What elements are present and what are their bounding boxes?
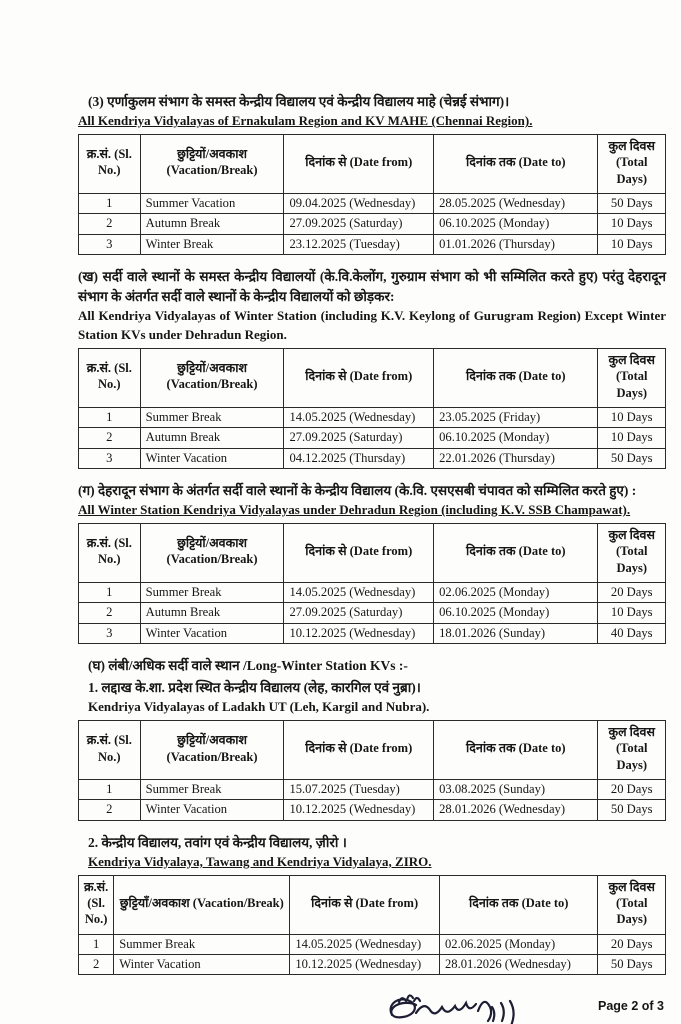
cell-date-to: 02.06.2025 (Monday) <box>439 934 597 954</box>
section-heading-hindi: (घ) लंबी/अधिक सर्दी वाले स्थान /Long-Winter Station KVs :- <box>88 657 408 673</box>
page-number-label: Page 2 of 3 <box>598 999 664 1014</box>
cell-total-days: 20 Days <box>598 934 666 954</box>
cell-date-from: 14.05.2025 (Wednesday) <box>284 407 434 427</box>
cell-date-from: 10.12.2025 (Wednesday) <box>284 800 434 820</box>
section-dehradun <box>78 481 666 644</box>
section-heading-english: All Winter Station Kendriya Vidyalayas under Dehradun Region (including K.V. SSB Champawat). <box>78 502 631 518</box>
cell-date-from: 04.12.2025 (Thursday) <box>284 448 434 468</box>
section-heading-hindi: (3) एर्णाकुलम संभाग के समस्त केन्द्रीय विद्यालय एवं केन्द्रीय विद्यालय माहे (चेन्नई संभाग)। <box>88 94 510 109</box>
section-long-winter-ladakh <box>78 656 666 821</box>
section-heading-hindi: (ग) देहरादून संभाग के अंतर्गत सर्दी वाले स्थानों के केन्द्रीय विद्यालय (के.वि. एसएसबी चंपावत को सम्मिलित करते हुए) : <box>78 482 637 498</box>
section-heading-hindi: (ख) सर्दी वाले स्थानों के समस्त केन्द्रीय विद्यालयों (के.वि.केलोंग, गुरुग्राम संभाग को भी सम्मिलित करते हुए) परंतु देहरादून संभाग के अंतर्गत सर्दी वाले स्थानों के केन्द्रीय विद्यालयों को छोड़कर: <box>78 268 666 305</box>
cell-vacation: Summer Break <box>140 582 284 602</box>
table-row <box>79 214 666 234</box>
table-row <box>79 779 666 799</box>
cell-sl-no: 3 <box>79 623 141 643</box>
signature-scribble-icon <box>383 989 568 1024</box>
cell-sl-no: 1 <box>79 582 141 602</box>
col-header-sl-no: क्र.सं. (Sl. No.) <box>79 349 141 408</box>
section-tawang-ziro <box>78 833 666 976</box>
table-row <box>79 623 666 643</box>
col-header-total-days: कुल दिवस (Total Days) <box>598 135 666 194</box>
col-header-vacation: छुट्टियों/अवकाश (Vacation/Break) <box>140 135 284 194</box>
table-header-row <box>79 875 666 934</box>
col-header-date-from: दिनांक से (Date from) <box>284 349 434 408</box>
cell-vacation: Summer Vacation <box>140 193 284 213</box>
cell-vacation: Winter Break <box>140 234 284 254</box>
col-header-total-days: कुल दिवस (Total Days) <box>598 349 666 408</box>
vacation-table-ernakulam <box>78 134 666 255</box>
cell-vacation: Autumn Break <box>140 603 284 623</box>
page-footer <box>78 987 666 1024</box>
cell-vacation: Winter Vacation <box>140 800 284 820</box>
cell-vacation: Summer Break <box>114 934 290 954</box>
vacation-table-winter-station <box>78 348 666 469</box>
col-header-date-to: दिनांक तक (Date to) <box>434 524 598 583</box>
cell-date-from: 10.12.2025 (Wednesday) <box>290 954 440 974</box>
cell-date-to: 03.08.2025 (Sunday) <box>434 779 598 799</box>
table-header-row <box>79 524 666 583</box>
table-header-row <box>79 349 666 408</box>
cell-total-days: 10 Days <box>598 407 666 427</box>
cell-sl-no: 1 <box>79 934 114 954</box>
table-row <box>79 934 666 954</box>
col-header-sl-no: क्र.सं. (Sl. No.) <box>79 721 141 780</box>
col-header-date-to: दिनांक तक (Date to) <box>434 349 598 408</box>
cell-sl-no: 1 <box>79 779 141 799</box>
cell-total-days: 10 Days <box>598 214 666 234</box>
cell-date-to: 06.10.2025 (Monday) <box>434 214 598 234</box>
cell-vacation: Autumn Break <box>140 214 284 234</box>
section-heading-english: All Kendriya Vidyalayas of Winter Station (including K.V. Keylong of Gurugram Region) Except Winter Station KVs under Dehradun Region. <box>78 308 666 343</box>
cell-total-days: 50 Days <box>598 954 666 974</box>
col-header-sl-no: क्र.सं. (Sl. No.) <box>79 524 141 583</box>
cell-total-days: 10 Days <box>598 234 666 254</box>
cell-date-to: 28.05.2025 (Wednesday) <box>434 193 598 213</box>
col-header-total-days: कुल दिवस (Total Days) <box>598 875 666 934</box>
cell-date-to: 06.10.2025 (Monday) <box>434 603 598 623</box>
cell-date-to: 23.05.2025 (Friday) <box>434 407 598 427</box>
vacation-table-dehradun <box>78 523 666 644</box>
cell-total-days: 50 Days <box>598 193 666 213</box>
section-winter-station <box>78 267 666 469</box>
cell-vacation: Summer Break <box>140 407 284 427</box>
col-header-vacation: छुट्टियों/अवकाश (Vacation/Break) <box>140 524 284 583</box>
table-row <box>79 193 666 213</box>
cell-total-days: 40 Days <box>598 623 666 643</box>
cell-sl-no: 1 <box>79 193 141 213</box>
section-heading-english: All Kendriya Vidyalayas of Ernakulam Region and KV MAHE (Chennai Region). <box>78 113 533 129</box>
cell-sl-no: 2 <box>79 214 141 234</box>
table-row <box>79 448 666 468</box>
col-header-total-days: कुल दिवस (Total Days) <box>598 524 666 583</box>
section-ernakulam <box>78 92 666 255</box>
col-header-date-from: दिनांक से (Date from) <box>284 721 434 780</box>
cell-date-from: 09.04.2025 (Wednesday) <box>284 193 434 213</box>
subsection-heading-hindi: 1. लद्दाख के.शा. प्रदेश स्थित केन्द्रीय विद्यालय (लेह, कारगिल एवं नुब्रा)। <box>88 680 421 696</box>
vacation-table-ladakh <box>78 720 666 820</box>
cell-date-from: 27.09.2025 (Saturday) <box>284 603 434 623</box>
cell-sl-no: 2 <box>79 800 141 820</box>
cell-date-to: 28.01.2026 (Wednesday) <box>439 954 597 974</box>
col-header-vacation: छुट्टियों/अवकाश (Vacation/Break) <box>140 349 284 408</box>
cell-date-to: 06.10.2025 (Monday) <box>434 428 598 448</box>
table-row <box>79 234 666 254</box>
table-header-row <box>79 135 666 194</box>
subsection-heading-hindi: 2. केन्द्रीय विद्यालय, तवांग एवं केन्द्रीय विद्यालय, ज़ीरो । <box>88 834 347 850</box>
col-header-total-days: कुल दिवस (Total Days) <box>598 721 666 780</box>
cell-date-to: 02.06.2025 (Monday) <box>434 582 598 602</box>
subsection-heading-english: Kendriya Vidyalayas of Ladakh UT (Leh, Kargil and Nubra). <box>88 699 430 715</box>
cell-vacation: Summer Break <box>140 779 284 799</box>
cell-sl-no: 3 <box>79 448 141 468</box>
cell-date-to: 18.01.2026 (Sunday) <box>434 623 598 643</box>
cell-date-from: 27.09.2025 (Saturday) <box>284 428 434 448</box>
cell-sl-no: 1 <box>79 407 141 427</box>
table-row <box>79 582 666 602</box>
col-header-date-to: दिनांक तक (Date to) <box>434 135 598 194</box>
table-row <box>79 954 666 974</box>
cell-vacation: Winter Vacation <box>114 954 290 974</box>
col-header-vacation: छुट्टियाँ/अवकाश (Vacation/Break) <box>114 875 290 934</box>
cell-vacation: Winter Vacation <box>140 623 284 643</box>
cell-total-days: 10 Days <box>598 428 666 448</box>
cell-sl-no: 2 <box>79 954 114 974</box>
col-header-sl-no: क्र.सं. (Sl. No.) <box>79 135 141 194</box>
cell-date-to: 22.01.2026 (Thursday) <box>434 448 598 468</box>
col-header-date-from: दिनांक से (Date from) <box>284 135 434 194</box>
col-header-date-from: दिनांक से (Date from) <box>284 524 434 583</box>
cell-total-days: 20 Days <box>598 779 666 799</box>
cell-date-from: 14.05.2025 (Wednesday) <box>290 934 440 954</box>
table-row <box>79 603 666 623</box>
col-header-sl-no: क्र.सं. (Sl. No.) <box>79 875 114 934</box>
table-row <box>79 407 666 427</box>
table-header-row <box>79 721 666 780</box>
col-header-vacation: छुट्टियों/अवकाश (Vacation/Break) <box>140 721 284 780</box>
cell-date-from: 10.12.2025 (Wednesday) <box>284 623 434 643</box>
cell-vacation: Autumn Break <box>140 428 284 448</box>
cell-date-from: 14.05.2025 (Wednesday) <box>284 582 434 602</box>
col-header-date-to: दिनांक तक (Date to) <box>434 721 598 780</box>
table-row <box>79 800 666 820</box>
cell-date-from: 23.12.2025 (Tuesday) <box>284 234 434 254</box>
col-header-date-from: दिनांक से (Date from) <box>290 875 440 934</box>
cell-total-days: 10 Days <box>598 603 666 623</box>
table-row <box>79 428 666 448</box>
cell-sl-no: 3 <box>79 234 141 254</box>
cell-total-days: 50 Days <box>598 448 666 468</box>
cell-total-days: 50 Days <box>598 800 666 820</box>
cell-vacation: Winter Vacation <box>140 448 284 468</box>
subsection-heading-english: Kendriya Vidyalaya, Tawang and Kendriya Vidyalaya, ZIRO. <box>88 853 432 869</box>
vacation-table-tawang-ziro <box>78 875 666 975</box>
cell-sl-no: 2 <box>79 603 141 623</box>
cell-date-from: 15.07.2025 (Tuesday) <box>284 779 434 799</box>
cell-sl-no: 2 <box>79 428 141 448</box>
cell-date-to: 28.01.2026 (Wednesday) <box>434 800 598 820</box>
cell-date-to: 01.01.2026 (Thursday) <box>434 234 598 254</box>
cell-total-days: 20 Days <box>598 582 666 602</box>
cell-date-from: 27.09.2025 (Saturday) <box>284 214 434 234</box>
col-header-date-to: दिनांक तक (Date to) <box>439 875 597 934</box>
